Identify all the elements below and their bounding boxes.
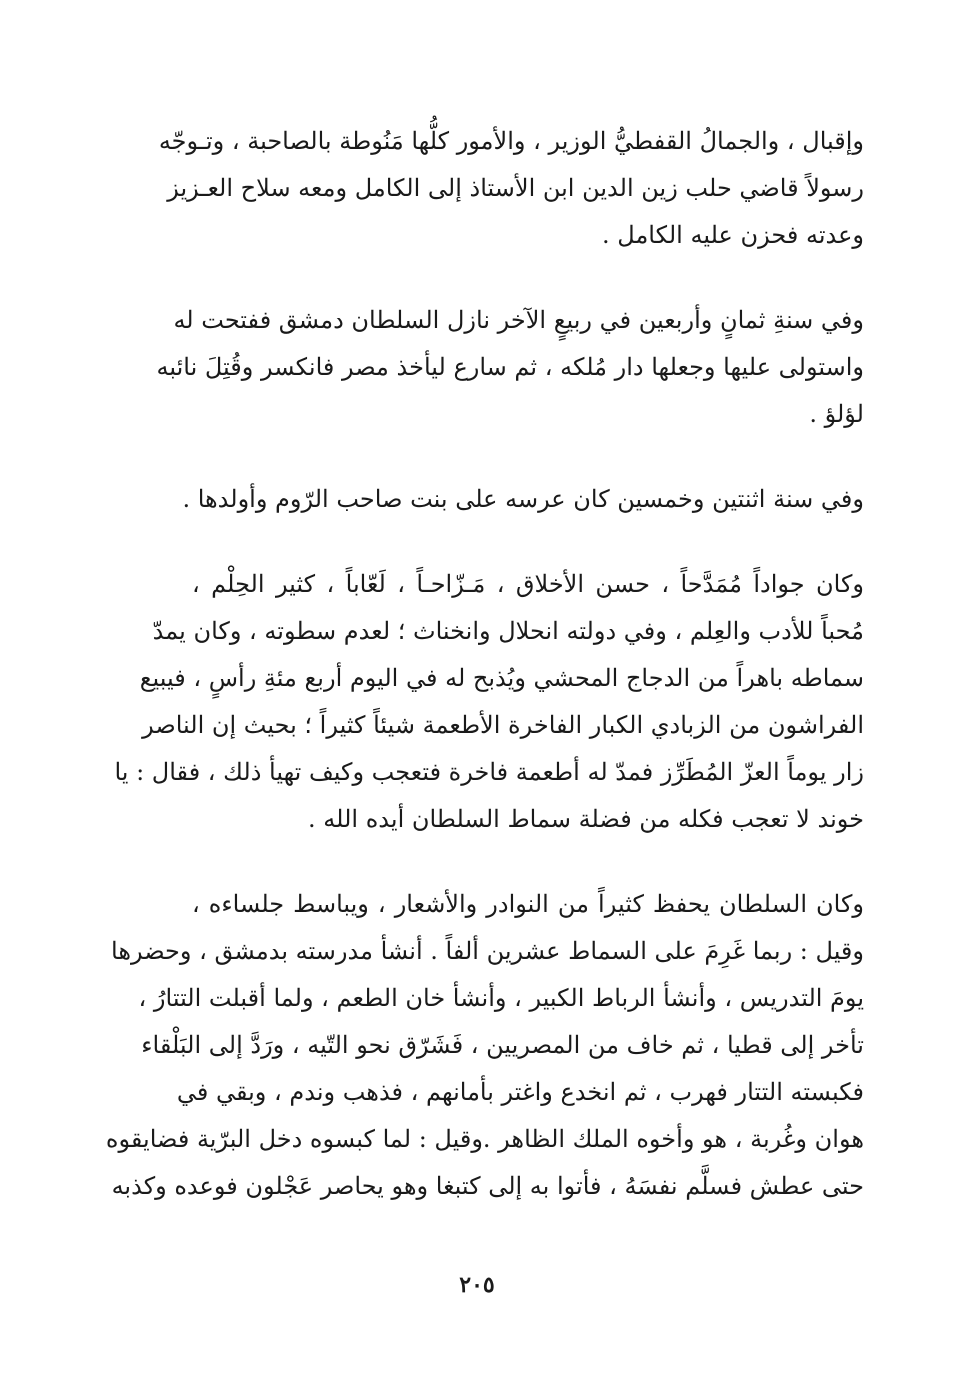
text-line: زار يوماً العزّ المُطَرِّز فمدّ له أطعمة فاخرة فتعجب وكيف تهيأ ذلك ، فقال : يا — [114, 758, 864, 786]
text-line: مُحباً للأدب والعِلم ، وفي دولته انحلال وانخناث ؛ لعدم سطوته ، وكان يمدّ — [152, 617, 864, 645]
paragraph-4 — [114, 561, 864, 843]
text-line: وكان جواداً مُمَدَّحاً ، حسن الأخلاق ، مَـزّاحـاً ، لَعّاباً ، كثير الحِلْم ، — [192, 570, 864, 598]
text-line: خوند لا تعجب فكله من فضلة سماط السلطان أيده الله . — [308, 805, 864, 833]
page-body — [105, 118, 864, 1210]
page-number: ٢٠٥ — [459, 1272, 495, 1298]
text-line: تأخر إلى قطيا ، ثم خاف من المصريين ، فَشَرّق نحو التّيه ، ورَدَّ إلى البَلْقاء — [141, 1031, 864, 1059]
paragraph-gap — [192, 438, 864, 476]
text-line: سماطه باهراً من الدجاج المحشي ويُذبح له في اليوم أربع مئةِ رأسٍ ، فيبيع — [139, 664, 864, 692]
paragraph-2 — [156, 297, 864, 438]
paragraph-3 — [182, 476, 864, 523]
paragraph-1 — [158, 118, 864, 259]
text-line: وعدته فحزن عليه الكامل . — [602, 221, 864, 249]
text-line: وقيل : ربما غَرِمَ على السماط عشرين ألفاً . أنشأ مدرسته بدمشق ، وحضرها — [111, 937, 864, 965]
text-line: لؤلؤ . — [809, 400, 864, 428]
text-line: هوان وغُربة ، هو وأخوه الملك الظاهر .وقيل : لما كبسوه دخل البرّية فضايقوه — [105, 1125, 864, 1153]
text-line: يومَ التدريس ، وأنشأ الرباط الكبير ، وأنشأ خان الطعم ، ولما أقبلت التتارُ ، — [138, 984, 864, 1012]
paragraph-5 — [105, 881, 864, 1210]
paragraph-gap — [192, 259, 864, 297]
text-line: رسولاً قاضي حلب زين الدين ابن الأستاذ إلى الكامل ومعه سلاح العـزيز — [167, 174, 864, 202]
text-line: وفي سنة اثنتين وخمسين كان عرسه على بنت صاحب الرّوم وأولدها . — [182, 485, 864, 513]
text-line: وإقبال ، والجمالُ القفطيُّ الوزير ، والأمور كلُّها مَنُوطة بالصاحبة ، وتـوجّه — [158, 127, 864, 155]
text-line: الفراشون من الزبادي الكبار الفاخرة الأطعمة شيئاً كثيراً ؛ بحيث إن الناصر — [142, 711, 864, 739]
text-line: وفي سنةِ ثمانٍ وأربعين في ربيعٍ الآخر نازل السلطان دمشق ففتحت له — [173, 306, 864, 334]
paragraph-gap — [192, 843, 864, 881]
text-line: واستولى عليها وجعلها دار مُلكه ، ثم سارع ليأخذ مصر فانكسر وقُتِلَ نائبه — [156, 353, 864, 381]
text-line: فكبسته التتار فهرب ، ثم انخدع واغتر بأمانهم ، فذهب وندم ، وبقي في — [176, 1078, 864, 1106]
paragraph-gap — [192, 523, 864, 561]
text-line: حتى عطش فسلَّم نفسَهُ ، فأتوا به إلى كتبغا وهو يحاصر عَجْلون فوعده وكذبه — [111, 1172, 864, 1200]
text-line: وكان السلطان يحفظ كثيراً من النوادر والأشعار ، ويباسط جلساءه ، — [192, 890, 864, 918]
